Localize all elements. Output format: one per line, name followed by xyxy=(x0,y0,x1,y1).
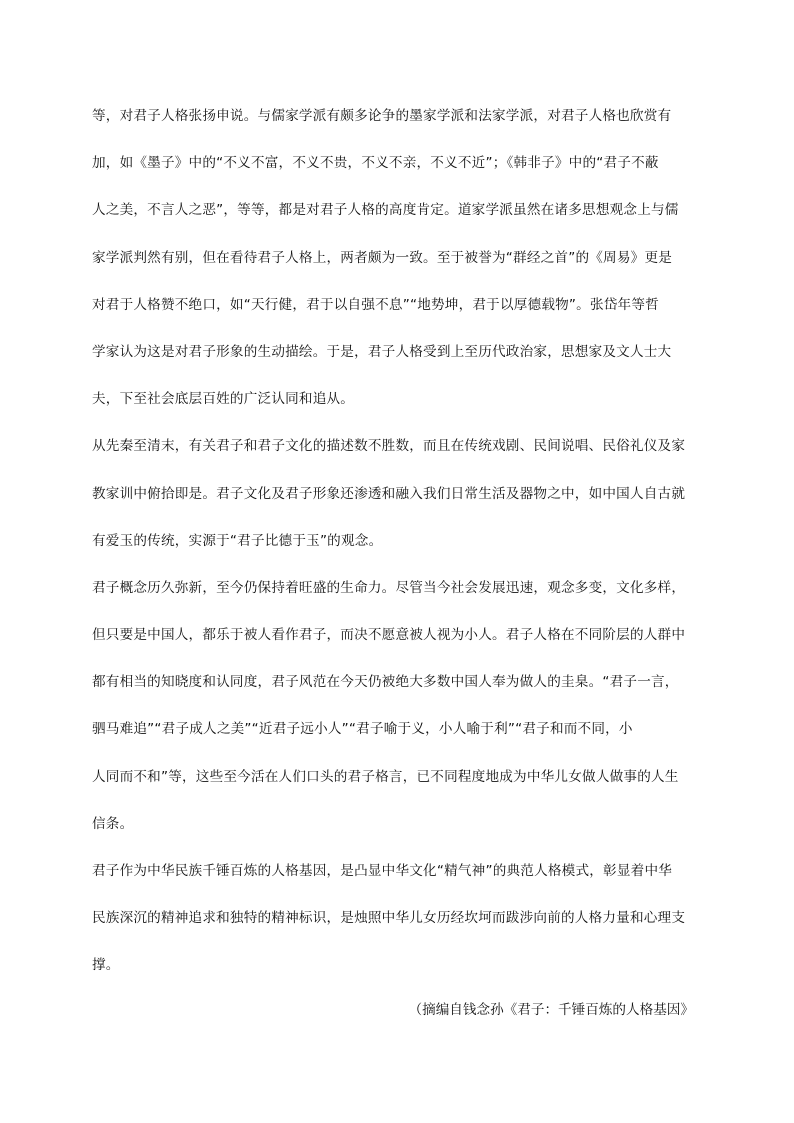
text-line: 家学派判然有别，但在看待君子人格上，两者颇为一致。至于被誉为“群经之首”的《周易》更是 xyxy=(92,249,673,266)
article-body xyxy=(92,106,702,1003)
text-line: 等，对君子人格张扬申说。与儒家学派有颇多论争的墨家学派和法家学派，对君子人格也欣赏有 xyxy=(92,108,672,124)
text-line: 但只要是中国人，都乐于被人看作君子，而决不愿意被人视为小人。君子人格在不同阶层的人群中 xyxy=(92,627,686,644)
text-line: 有爱玉的传统，实源于“君子比德于玉”的观念。 xyxy=(92,532,383,549)
text-line: 君子作为中华民族千锤百炼的人格基因，是凸显中华文化“精气神”的典范人格模式，彰显着中华 xyxy=(92,863,673,879)
text-line: 民族深沉的精神追求和独特的精神标识，是烛照中华儿女历经坎坷而跋涉向前的人格力量和心理支 xyxy=(92,910,686,927)
text-line: 驷马难追”“君子成人之美”“近君子远小人”“君子喻于义，小人喻于利”“君子和而不同，小 xyxy=(92,721,633,738)
source-citation: （摘编自钱念孙《君子：千锤百炼的人格基因》 xyxy=(408,1002,694,1018)
text-line: 对君于人格赞不绝口，如“天行健，君于以自强不息”“地势坤，君于以厚德载物”。张岱年等哲 xyxy=(92,296,659,313)
text-line: 教家训中俯拾即是。君子文化及君子形象还渗透和融入我们日常生活及器物之中，如中国人自古就 xyxy=(92,485,686,502)
text-line: 都有相当的知晓度和认同度，君子风范在今天仍被绝大多数中国人奉为做人的圭臬。“君子一言， xyxy=(92,674,679,691)
text-line: 夫，下至社会底层百姓的广泛认同和追从。 xyxy=(92,391,355,408)
text-line: 人之美，不言人之恶”，等等，都是对君子人格的高度肯定。道家学派虽然在诸多思想观念上与儒 xyxy=(92,202,679,219)
text-line: 加，如《墨子》中的“不义不富，不义不贵，不义不亲，不义不近”；《韩非子》中的“君子不蔽 xyxy=(92,155,659,172)
text-line: 人同而不和”等，这些至今活在人们口头的君子格言，已不同程度地成为中华儿女做人做事的人生 xyxy=(92,768,679,785)
text-line: 信条。 xyxy=(92,815,134,832)
text-line: 君子概念历久弥新，至今仍保持着旺盛的生命力。尽管当今社会发展迅速，观念多变，文化多样， xyxy=(92,579,686,596)
text-line: 撑。 xyxy=(92,957,120,974)
text-line: 从先秦至清末，有关君子和君子文化的描述数不胜数，而且在传统戏剧、民间说唱、民俗礼仪及家 xyxy=(92,438,686,455)
text-line: 学家认为这是对君子形象的生动描绘。于是，君子人格受到上至历代政治家，思想家及文人士大 xyxy=(92,343,672,360)
